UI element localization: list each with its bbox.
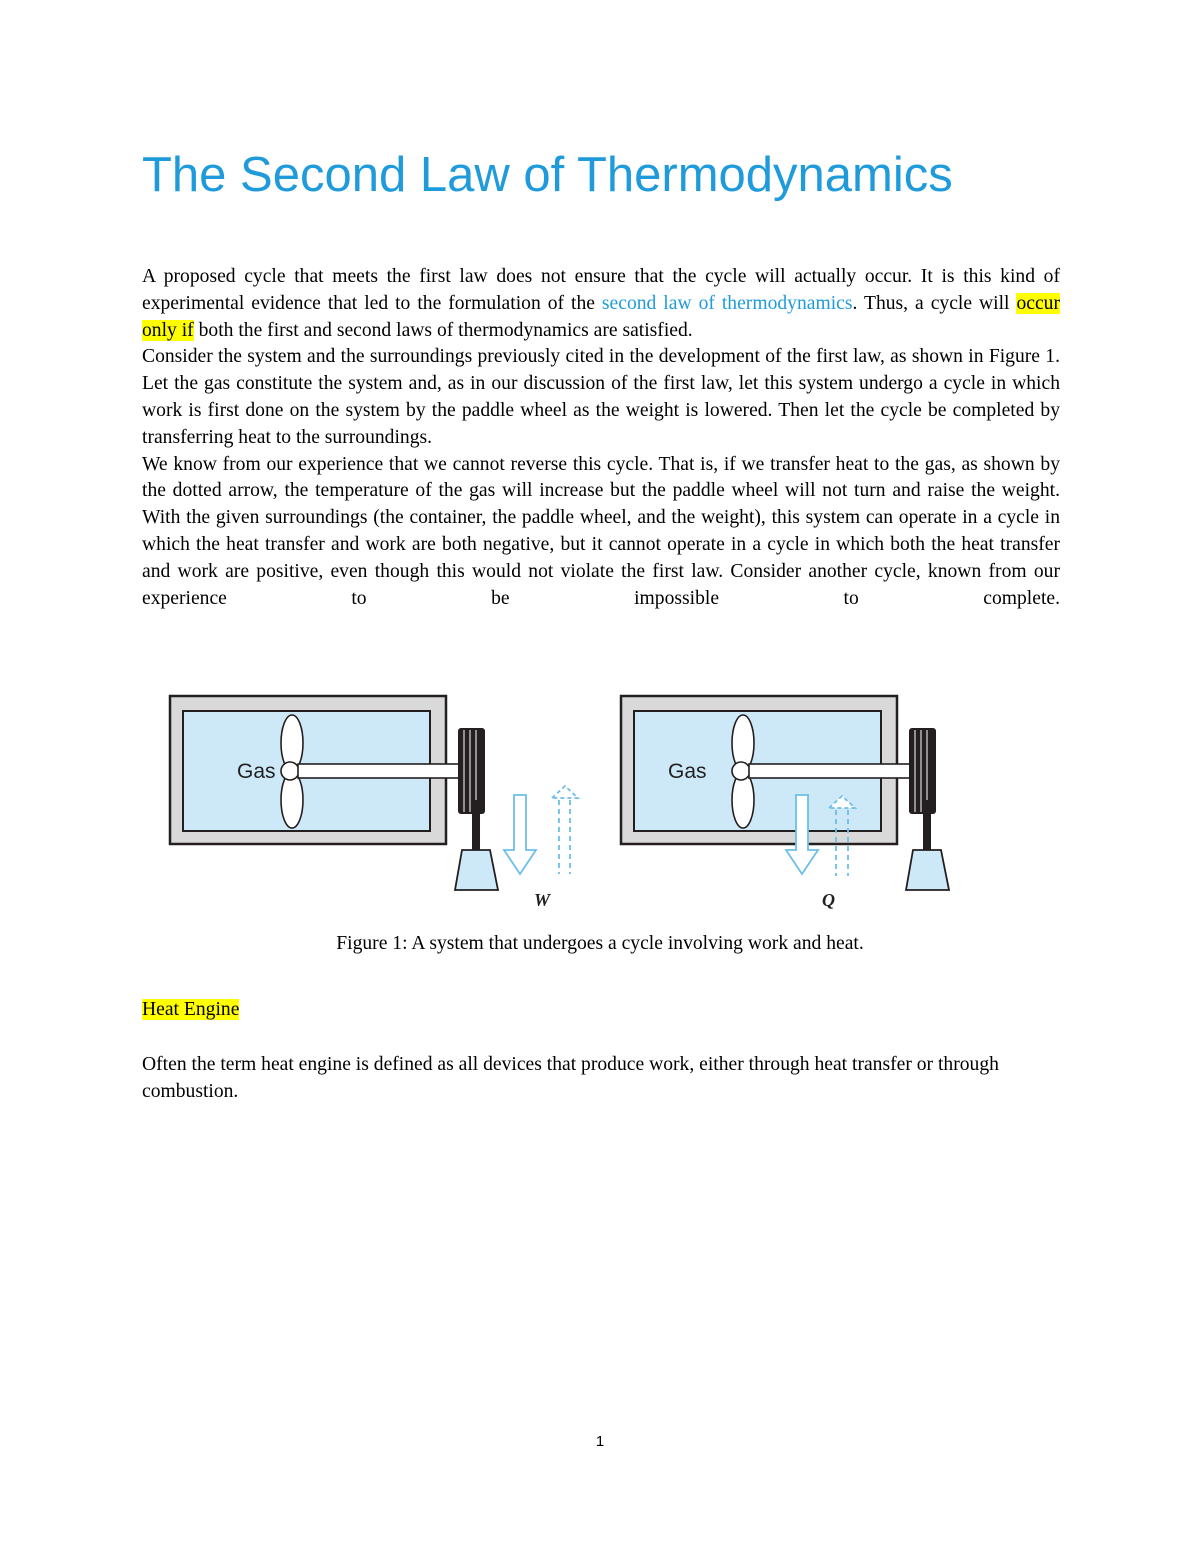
figure-1: [150, 680, 1050, 920]
work-arrows: [504, 786, 578, 910]
work-down-arrow: [504, 795, 536, 874]
body-text: [142, 264, 1060, 612]
page-number: 1: [595, 1433, 605, 1450]
figure-1-diagram: [150, 680, 1050, 920]
heat-label: Q: [822, 890, 835, 910]
second-law-link[interactable]: second law of thermodynamics: [601, 292, 853, 314]
work-up-arrow: [552, 786, 578, 874]
paragraph-3: We know from our experience that we cannot reverse this cycle. That is, if we transfer heat to the gas, as shown by the dotted arrow, the temperature of the gas will increase but the paddle wheel will not turn and raise the weight. With the given surroundings (the container, the paddle wheel, and the weight), this system can operate in a cycle in which the heat transfer and work are both negative, but it cannot operate in a cycle in which both the heat transfer and work are positive, even though this would not violate the first law. Consider another cycle, known from our experience to be impossible to complete.: [142, 453, 1060, 609]
left-pulley: [458, 728, 485, 814]
right-shaft: [749, 764, 911, 778]
highlighted-phrase: occur only if: [142, 292, 1060, 341]
right-pulley: [909, 728, 936, 814]
paragraph-1: [142, 264, 1060, 344]
right-weight: [906, 850, 949, 890]
section-text: Often the term heat engine is defined as all devices that produce work, either through heat transfer or through combustion.: [142, 1054, 999, 1102]
right-rope: [923, 800, 931, 852]
left-rope: [472, 800, 480, 852]
work-label: W: [534, 890, 551, 910]
left-shaft: [298, 764, 460, 778]
paragraph-1-text-a: A proposed cycle that meets the first law does not ensure that the cycle will actually occur. It is this kind of experimental evidence that led to the formulation of the: [142, 266, 1060, 314]
section-heading: [142, 997, 239, 1023]
page-title: The Second Law of Thermodynamics: [142, 148, 953, 202]
right-system: [621, 696, 949, 890]
left-weight: [455, 850, 498, 890]
left-gas-label: Gas: [237, 760, 276, 783]
right-gas-label: Gas: [668, 760, 707, 783]
figure-caption: Figure 1: A system that undergoes a cycle involving work and heat.: [336, 933, 864, 954]
paragraph-1-text-b: . Thus, a cycle will: [852, 292, 1017, 314]
paragraph-1-text-c: both the first and second laws of thermodynamics are satisfied.: [193, 319, 693, 341]
section-heading-text: Heat Engine: [142, 999, 240, 1020]
paragraph-2: Consider the system and the surroundings previously cited in the development of the first law, as shown in Figure 1. Let the gas constitute the system and, as in our discussion of the first law, let this system undergo a cycle in which work is first done on the system by the paddle wheel as the weight is lowered. Then let the cycle be completed by transferring heat to the surroundings.: [142, 346, 1060, 448]
left-system: [170, 696, 498, 890]
